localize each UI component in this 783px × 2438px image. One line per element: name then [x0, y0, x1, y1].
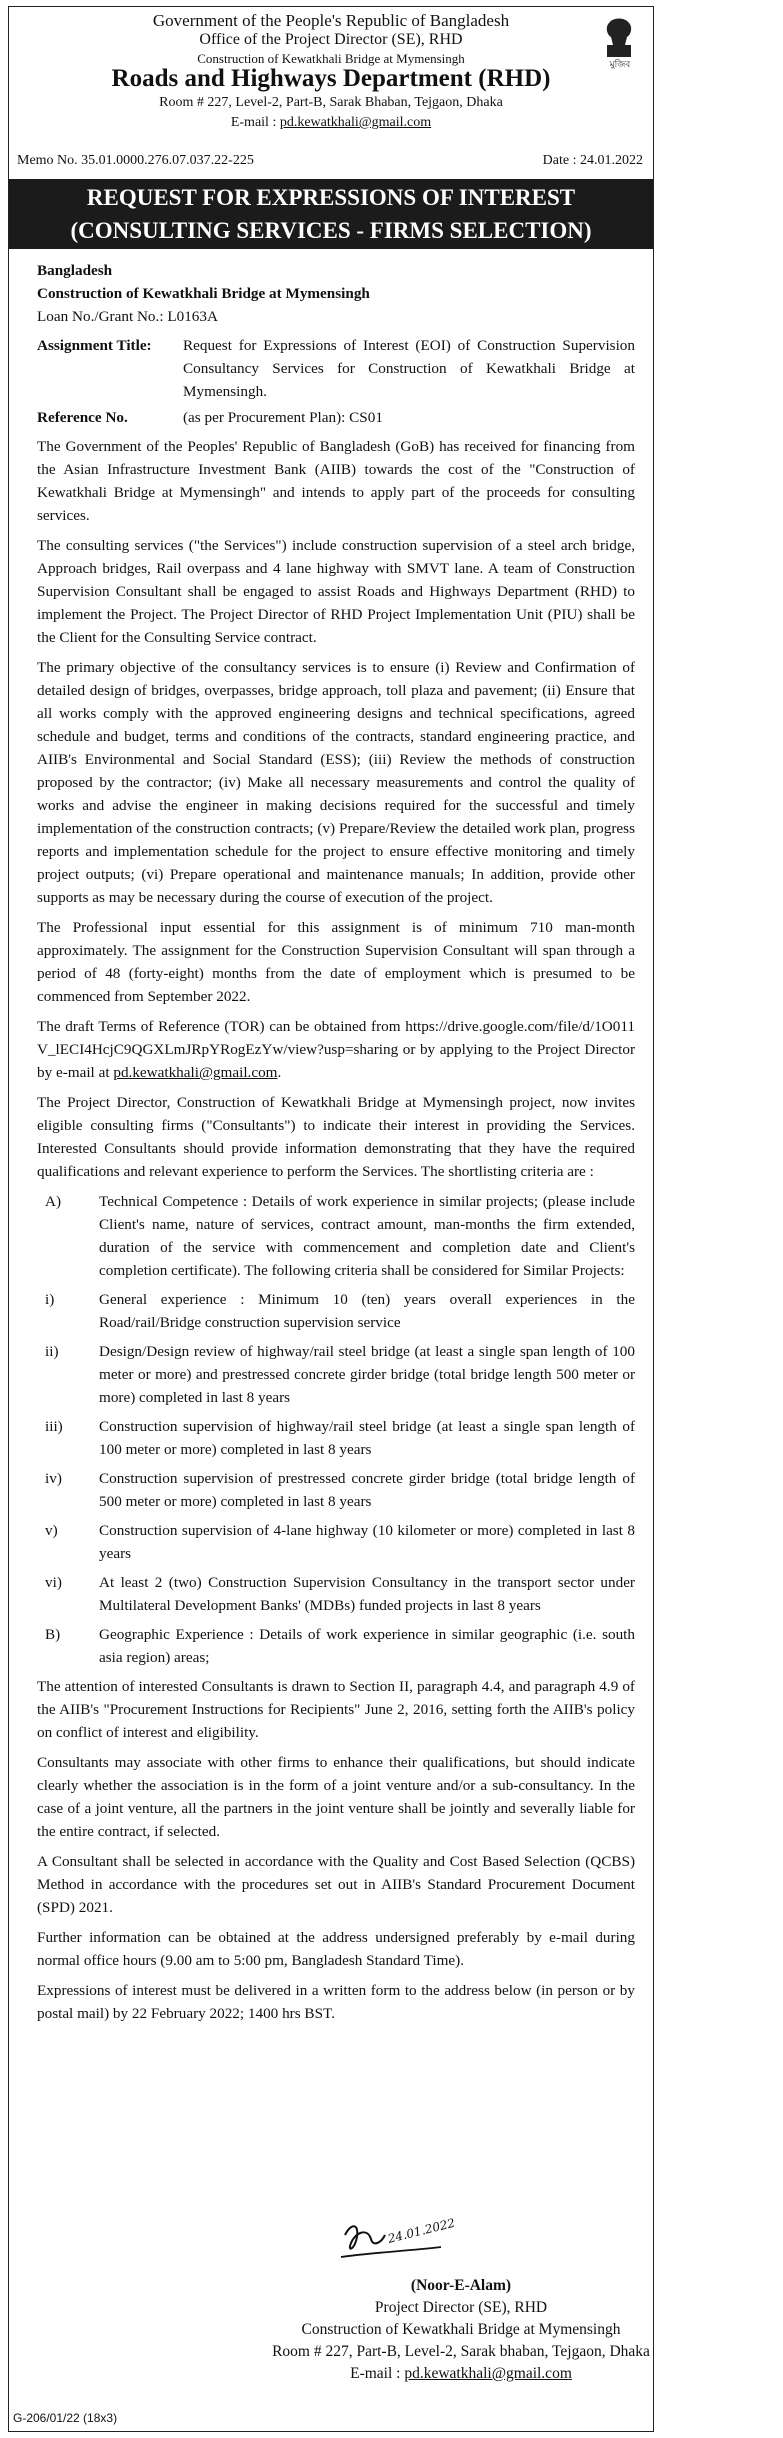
- paragraph-services: The consulting services ("the Services") include construction supervision of a steel arch bridge, Approach bridges, Rail overpass and 4 lane highway with SMVT lane. A team of Construction Supervision Consultant shall be engaged to assist Roads and Highways Department (RHD) to implement the Project. The Project Director of RHD Project Implementation Unit (PIU) shall be the Client for the Consulting Service contract.: [37, 537, 635, 646]
- criteria-list: [37, 1190, 635, 1669]
- criteria-item: [37, 1571, 635, 1617]
- mujib-logo-icon: [595, 15, 645, 71]
- criteria-item: [37, 1467, 635, 1513]
- office-line: Office of the Project Director (SE), RHD: [199, 31, 463, 48]
- banner-line-1: REQUEST FOR EXPRESSIONS OF INTEREST: [86, 185, 576, 210]
- criteria-number: v): [45, 1522, 58, 1539]
- tor-text[interactable]: The draft Terms of Reference (TOR) can be obtained from https://drive.google.com/file/d/1O011V_lECI4HcjC9QGXLmJRpYRogEzYw/view?usp=sharing or by applying to the Project Director by e-mail at: [37, 1018, 635, 1081]
- email-link[interactable]: pd.kewatkhali@gmail.com: [279, 115, 432, 130]
- title-banner: [9, 179, 653, 249]
- signatory-name: (Noor-E-Alam): [410, 2277, 512, 2294]
- reference-value: (as per Procurement Plan): CS01: [183, 409, 383, 426]
- criteria-text: General experience : Minimum 10 (ten) years overall experiences in the Road/rail/Bridge construction supervision service: [99, 1291, 635, 1331]
- criteria-item: [37, 1415, 635, 1461]
- banner-line-2: (CONSULTING SERVICES - FIRMS SELECTION): [70, 218, 592, 243]
- signatory-address: Room # 227, Part-B, Level-2, Sarak bhaban, Tejgaon, Dhaka: [272, 2343, 650, 2360]
- criteria-number: iv): [45, 1470, 62, 1487]
- criteria-item: [37, 1623, 635, 1669]
- paragraph-deadline: Expressions of interest must be delivered in a written form to the address below (in person or by postal mail) by 22 February 2022; 1400 hrs BST.: [37, 1982, 635, 2022]
- paragraph-objective: The primary objective of the consultancy services is to ensure (i) Review and Confirmation of detailed design of bridges, overpasses, bridge approach, toll plaza and pavement; (ii) Ensure that all works comply with the approved engineering designs and technical specifications, agreed schedule and budget, terms and conditions of the contracts, standard engineering practice, and AIIB's Environmental and Social Standard (ESS); (iii) Review the methods of construction proposed by the contractor; (iv) Make all necessary measurements and control the quality of works and advise the engineer in making decisions required for the successful and timely implementation of the construction contracts; (v) Prepare/Review the detailed work plan, progress reports and implementation schedule for the project to ensure effective monitoring and timely project outputs; (vi) Prepare operational and maintenance manuals; In addition, provide other supports as may be necessary during the course of execution of the project.: [37, 659, 635, 906]
- reference-label: Reference No.: [37, 409, 128, 426]
- reference-row: [37, 406, 635, 429]
- criteria-text: Geographic Experience : Details of work experience in similar geographic (i.e. south asia region) areas;: [99, 1626, 635, 1666]
- advertisement-page: [8, 6, 654, 2432]
- signature-block: [9, 2275, 653, 2385]
- assignment-row: [37, 334, 635, 403]
- criteria-number: i): [45, 1291, 55, 1308]
- criteria-number: ii): [45, 1343, 59, 1360]
- signatory-email-line: [139, 2363, 783, 2385]
- criteria-text: Construction supervision of prestressed concrete girder bridge (total bridge length of 500 meter or more) completed in last 8 years: [99, 1470, 635, 1510]
- criteria-text: Construction supervision of 4-lane highway (10 kilometer or more) completed in last 8 years: [99, 1522, 635, 1562]
- assignment-value: Request for Expressions of Interest (EOI) of Construction Supervision Consultancy Services for Construction of Kewatkhali Bridge at Mymensingh.: [183, 337, 635, 400]
- paragraph-association: Consultants may associate with other firms to enhance their qualifications, but should indicate clearly whether the association is in the form of a joint venture and/or a sub-consultancy. In the case of a joint venture, all the partners in the joint venture shall be jointly and severally liable for the entire contract, if selected.: [37, 1754, 635, 1840]
- paragraph-selection-method: A Consultant shall be selected in accordance with the Quality and Cost Based Selection (QCBS) Method in accordance with the procedures set out in AIIB's Standard Procurement Document (SPD) 2021.: [37, 1853, 635, 1916]
- criteria-item: [37, 1340, 635, 1409]
- document-body: [37, 259, 635, 2032]
- tor-email-link[interactable]: pd.kewatkhali@gmail.com: [113, 1064, 278, 1081]
- signatory-email-link[interactable]: pd.kewatkhali@gmail.com: [404, 2365, 572, 2382]
- loan-number: Loan No./Grant No.: L0163A: [37, 308, 218, 325]
- criteria-text: Construction supervision of highway/rail steel bridge (at least a single span length of 100 meter or more) completed in last 8 years: [99, 1418, 635, 1458]
- criteria-item: [37, 1519, 635, 1565]
- handwritten-signature: [337, 2213, 457, 2271]
- project-name: Construction of Kewatkhali Bridge at Mymensingh: [37, 285, 370, 302]
- svg-text:মুজিব: মুজিব: [609, 60, 631, 70]
- criteria-item: [37, 1288, 635, 1334]
- email-label: E-mail :: [230, 115, 277, 130]
- paragraph-financing: The Government of the Peoples' Republic of Bangladesh (GoB) has received for financing from the Asian Infrastructure Investment Bank (AIIB) towards the cost of the "Construction of Kewatkhali Bridge at Mymensingh" and intends to apply part of the proceeds for consulting services.: [37, 438, 635, 524]
- criteria-number: vi): [45, 1574, 62, 1591]
- project-line: Construction of Kewatkhali Bridge at Mymensingh: [197, 51, 465, 66]
- paragraph-invitation: The Project Director, Construction of Kewatkhali Bridge at Mymensingh project, now invites eligible consulting firms ("Consultants") to indicate their interest in providing the Services. Interested Consultants should provide information demonstrating that they have the required qualifications and relevant experience to perform the Services. The shortlisting criteria are :: [37, 1094, 635, 1180]
- advertisement-code: G-206/01/22 (18x3): [13, 2411, 118, 2425]
- department-title: Roads and Highways Department (RHD): [111, 65, 551, 92]
- memo-number: Memo No. 35.01.0000.276.07.037.22-225: [17, 153, 254, 168]
- signatory-email-label: E-mail :: [350, 2365, 401, 2382]
- criteria-text: Design/Design review of highway/rail steel bridge (at least a single span length of 100 meter or more) and prestressed concrete girder bridge (total bridge length 500 meter or more) completed in last 8 years: [99, 1343, 635, 1406]
- paragraph-tor: [37, 1015, 635, 1084]
- paragraph-further-information: Further information can be obtained at the address undersigned preferably by e-mail during normal office hours (9.00 am to 5:00 pm, Bangladesh Standard Time).: [37, 1929, 635, 1969]
- assignment-label: Assignment Title:: [37, 337, 152, 354]
- signatory-title: Project Director (SE), RHD: [374, 2299, 548, 2316]
- paragraph-conflict-of-interest: The attention of interested Consultants is drawn to Section II, paragraph 4.4, and paragraph 4.9 of the AIIB's "Procurement Instructions for Recipients" June 2, 2016, setting forth the AIIB's policy on conflict of interest and eligibility.: [37, 1678, 635, 1741]
- signatory-project: Construction of Kewatkhali Bridge at Mymensingh: [301, 2321, 621, 2338]
- criteria-text: Technical Competence : Details of work experience in similar projects; (please include Client's name, nature of services, contract amount, man-months the firm extended, duration of the service with commencement and completion date and Client's completion certificate). The following criteria shall be considered for Similar Projects:: [99, 1193, 635, 1279]
- address-line: Room # 227, Level-2, Part-B, Sarak Bhaban, Tejgaon, Dhaka: [159, 95, 503, 110]
- criteria-number: iii): [45, 1418, 63, 1435]
- criteria-number: A): [45, 1193, 62, 1210]
- paragraph-input: The Professional input essential for this assignment is of minimum 710 man-month approximately. The assignment for the Construction Supervision Consultant will span through a period of 48 (forty-eight) months from the date of employment which is presumed to be commenced from September 2022.: [37, 919, 635, 1005]
- tor-end: .: [277, 1064, 282, 1081]
- criteria-number: B): [45, 1626, 61, 1643]
- government-line: Government of the People's Republic of Bangladesh: [152, 11, 510, 30]
- criteria-item: [37, 1190, 635, 1282]
- criteria-text: At least 2 (two) Construction Supervision Consultancy in the transport sector under Multilateral Development Banks' (MDBs) funded projects in last 8 years: [99, 1574, 635, 1614]
- svg-text:24.01.2022: 24.01.2022: [386, 2215, 457, 2246]
- memo-date: Date : 24.01.2022: [542, 153, 643, 168]
- country-label: Bangladesh: [37, 262, 113, 279]
- email-line: [9, 115, 653, 131]
